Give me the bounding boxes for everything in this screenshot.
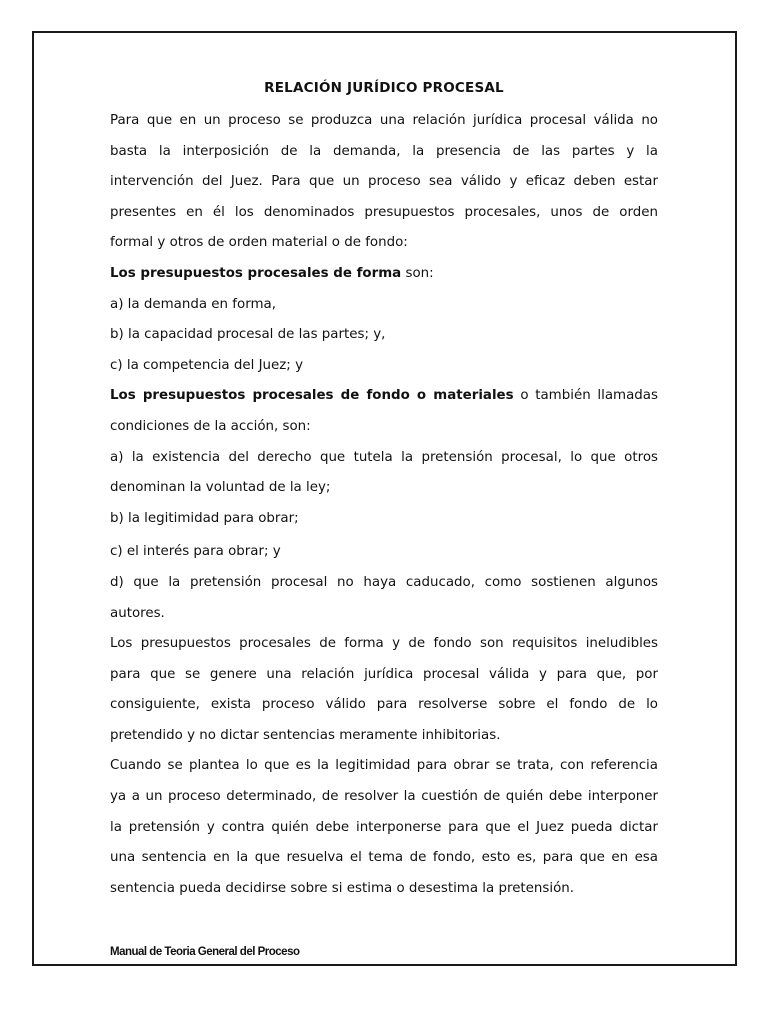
forma-heading-rest: son: [401, 265, 434, 281]
intro-paragraph [110, 106, 658, 259]
text-line: Cuando se plantea lo que es la legitimidad para obrar se trata, con referencia [110, 758, 658, 774]
document-title: RELACIÓN JURÍDICO PROCESAL [264, 80, 504, 96]
fondo-list [110, 443, 658, 630]
text-line: pretendido y no dictar sentencias meramente inhibitorias. [110, 727, 501, 743]
forma-list [110, 290, 658, 382]
text-line: intervención del Juez. Para que un proceso sea válido y eficaz deben estar [110, 174, 658, 190]
forma-heading [110, 259, 658, 290]
text-line: ya a un proceso determinado, de resolver la cuestión de quién debe interponer [110, 789, 658, 805]
paragraph-3 [110, 751, 658, 904]
text-line: la pretensión y contra quién debe interponerse para que el Juez pueda dictar [110, 819, 658, 835]
text-line: Los presupuestos procesales de forma y de fondo son requisitos ineludibles [110, 636, 658, 652]
list-item-continuation: denominan la voluntad de la ley; [110, 480, 331, 496]
fondo-heading-line2: condiciones de la acción, son: [110, 418, 311, 434]
text-line: consiguiente, exista proceso válido para resolverse sobre el fondo de lo [110, 697, 658, 713]
forma-heading-bold: Los presupuestos procesales de forma [110, 265, 402, 281]
text-line: presentes en él los denominados presupuestos procesales, unos de orden [110, 204, 658, 220]
fondo-heading-rest: o también llamadas [513, 388, 658, 404]
fondo-heading [110, 381, 658, 412]
text-line: una sentencia en la que resuelva el tema de fondo, esto es, para que en esa [110, 850, 658, 866]
text-line: para que se genere una relación jurídica procesal válida y para que, por [110, 666, 658, 682]
page-footer: Manual de Teoria General del Proceso [110, 946, 300, 958]
paragraph-2 [110, 629, 658, 751]
text-line: formal y otros de orden material o de fondo: [110, 235, 408, 251]
list-item: b) la legitimidad para obrar; [110, 510, 299, 526]
list-item: a) la existencia del derecho que tutela la pretensión procesal, lo que otros [110, 449, 658, 465]
document-body [110, 75, 658, 904]
list-item: c) el interés para obrar; y [110, 544, 281, 560]
list-item: d) que la pretensión procesal no haya caducado, como sostienen algunos [110, 574, 658, 590]
text-line: sentencia pueda decidirse sobre si estima o desestima la pretensión. [110, 880, 575, 896]
text-line: basta la interposición de la demanda, la presencia de las partes y la [110, 143, 658, 159]
fondo-heading-bold: Los presupuestos procesales de fondo o materiales [110, 388, 514, 404]
text-line: Para que en un proceso se produzca una relación jurídica procesal válida no [110, 113, 658, 128]
list-item-continuation: autores. [110, 605, 165, 621]
list-item: a) la demanda en forma, [110, 296, 276, 312]
list-item: c) la competencia del Juez; y [110, 357, 303, 373]
list-item: b) la capacidad procesal de las partes; y, [110, 327, 386, 343]
